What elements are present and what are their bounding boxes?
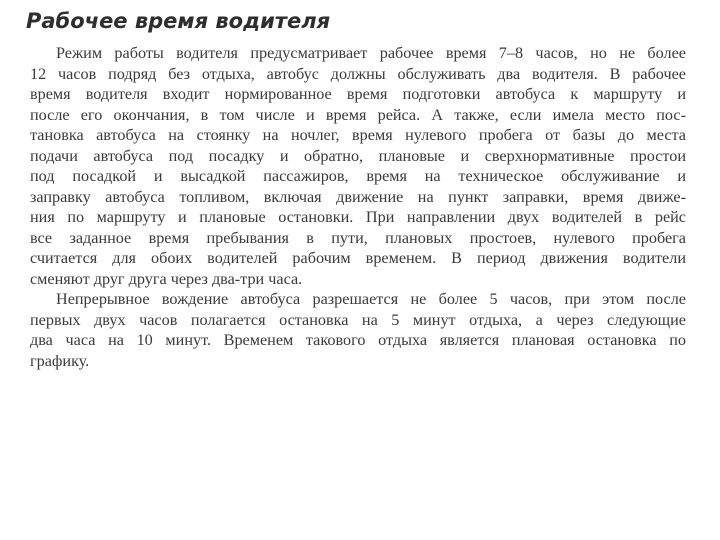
text-line: ния по маршруту и плановые остановки. При направлении двух водителей в рейс: [30, 208, 686, 226]
text-line: под посадкой и высадкой пассажиров, время на техническое обслуживание и: [30, 167, 686, 185]
text-line: подачи автобуса под посадку и обратно, плановые и сверхнормативные простои: [30, 146, 686, 165]
paragraph-continuous-driving: [30, 289, 686, 371]
slide-title: Рабочее время водителя: [26, 9, 331, 33]
text-line: 12 часов подряд без отдыха, автобус должны обслуживать два водителя. В рабочее: [30, 64, 686, 83]
text-line: сменяют друг друга через два-три часа.: [30, 269, 303, 288]
paragraph-work-regime: [30, 43, 686, 289]
text-line: время водителя входит нормированное время подготовки автобуса к маршруту и: [30, 85, 686, 103]
text-line: считается для обоих водителей рабочим временем. В период движения водители: [30, 249, 686, 267]
text-line: первых двух часов полагается остановка на 5 минут отдыха, а через следующие: [30, 310, 686, 329]
text-line: два часа на 10 минут. Временем такового отдыха является плановая остановка по: [30, 331, 686, 349]
text-line: после его окончания, в том числе и время рейса. А также, если имела место пос-: [30, 105, 686, 124]
text-line: Непрерывное вождение автобуса разрешается не более 5 часов, при этом после: [56, 290, 686, 308]
text-line: Режим работы водителя предусматривает рабочее время 7–8 часов, но не более: [56, 44, 686, 62]
text-line: заправку автобуса топливом, включая движение на пункт заправки, время движе-: [30, 187, 686, 206]
body-text: [30, 43, 686, 371]
text-line: тановка автобуса на стоянку на ночлег, время нулевого пробега от базы до места: [30, 126, 686, 144]
text-line: все заданное время пребывания в пути, плановых простоев, нулевого пробега: [30, 228, 686, 247]
text-line: графику.: [30, 351, 90, 370]
